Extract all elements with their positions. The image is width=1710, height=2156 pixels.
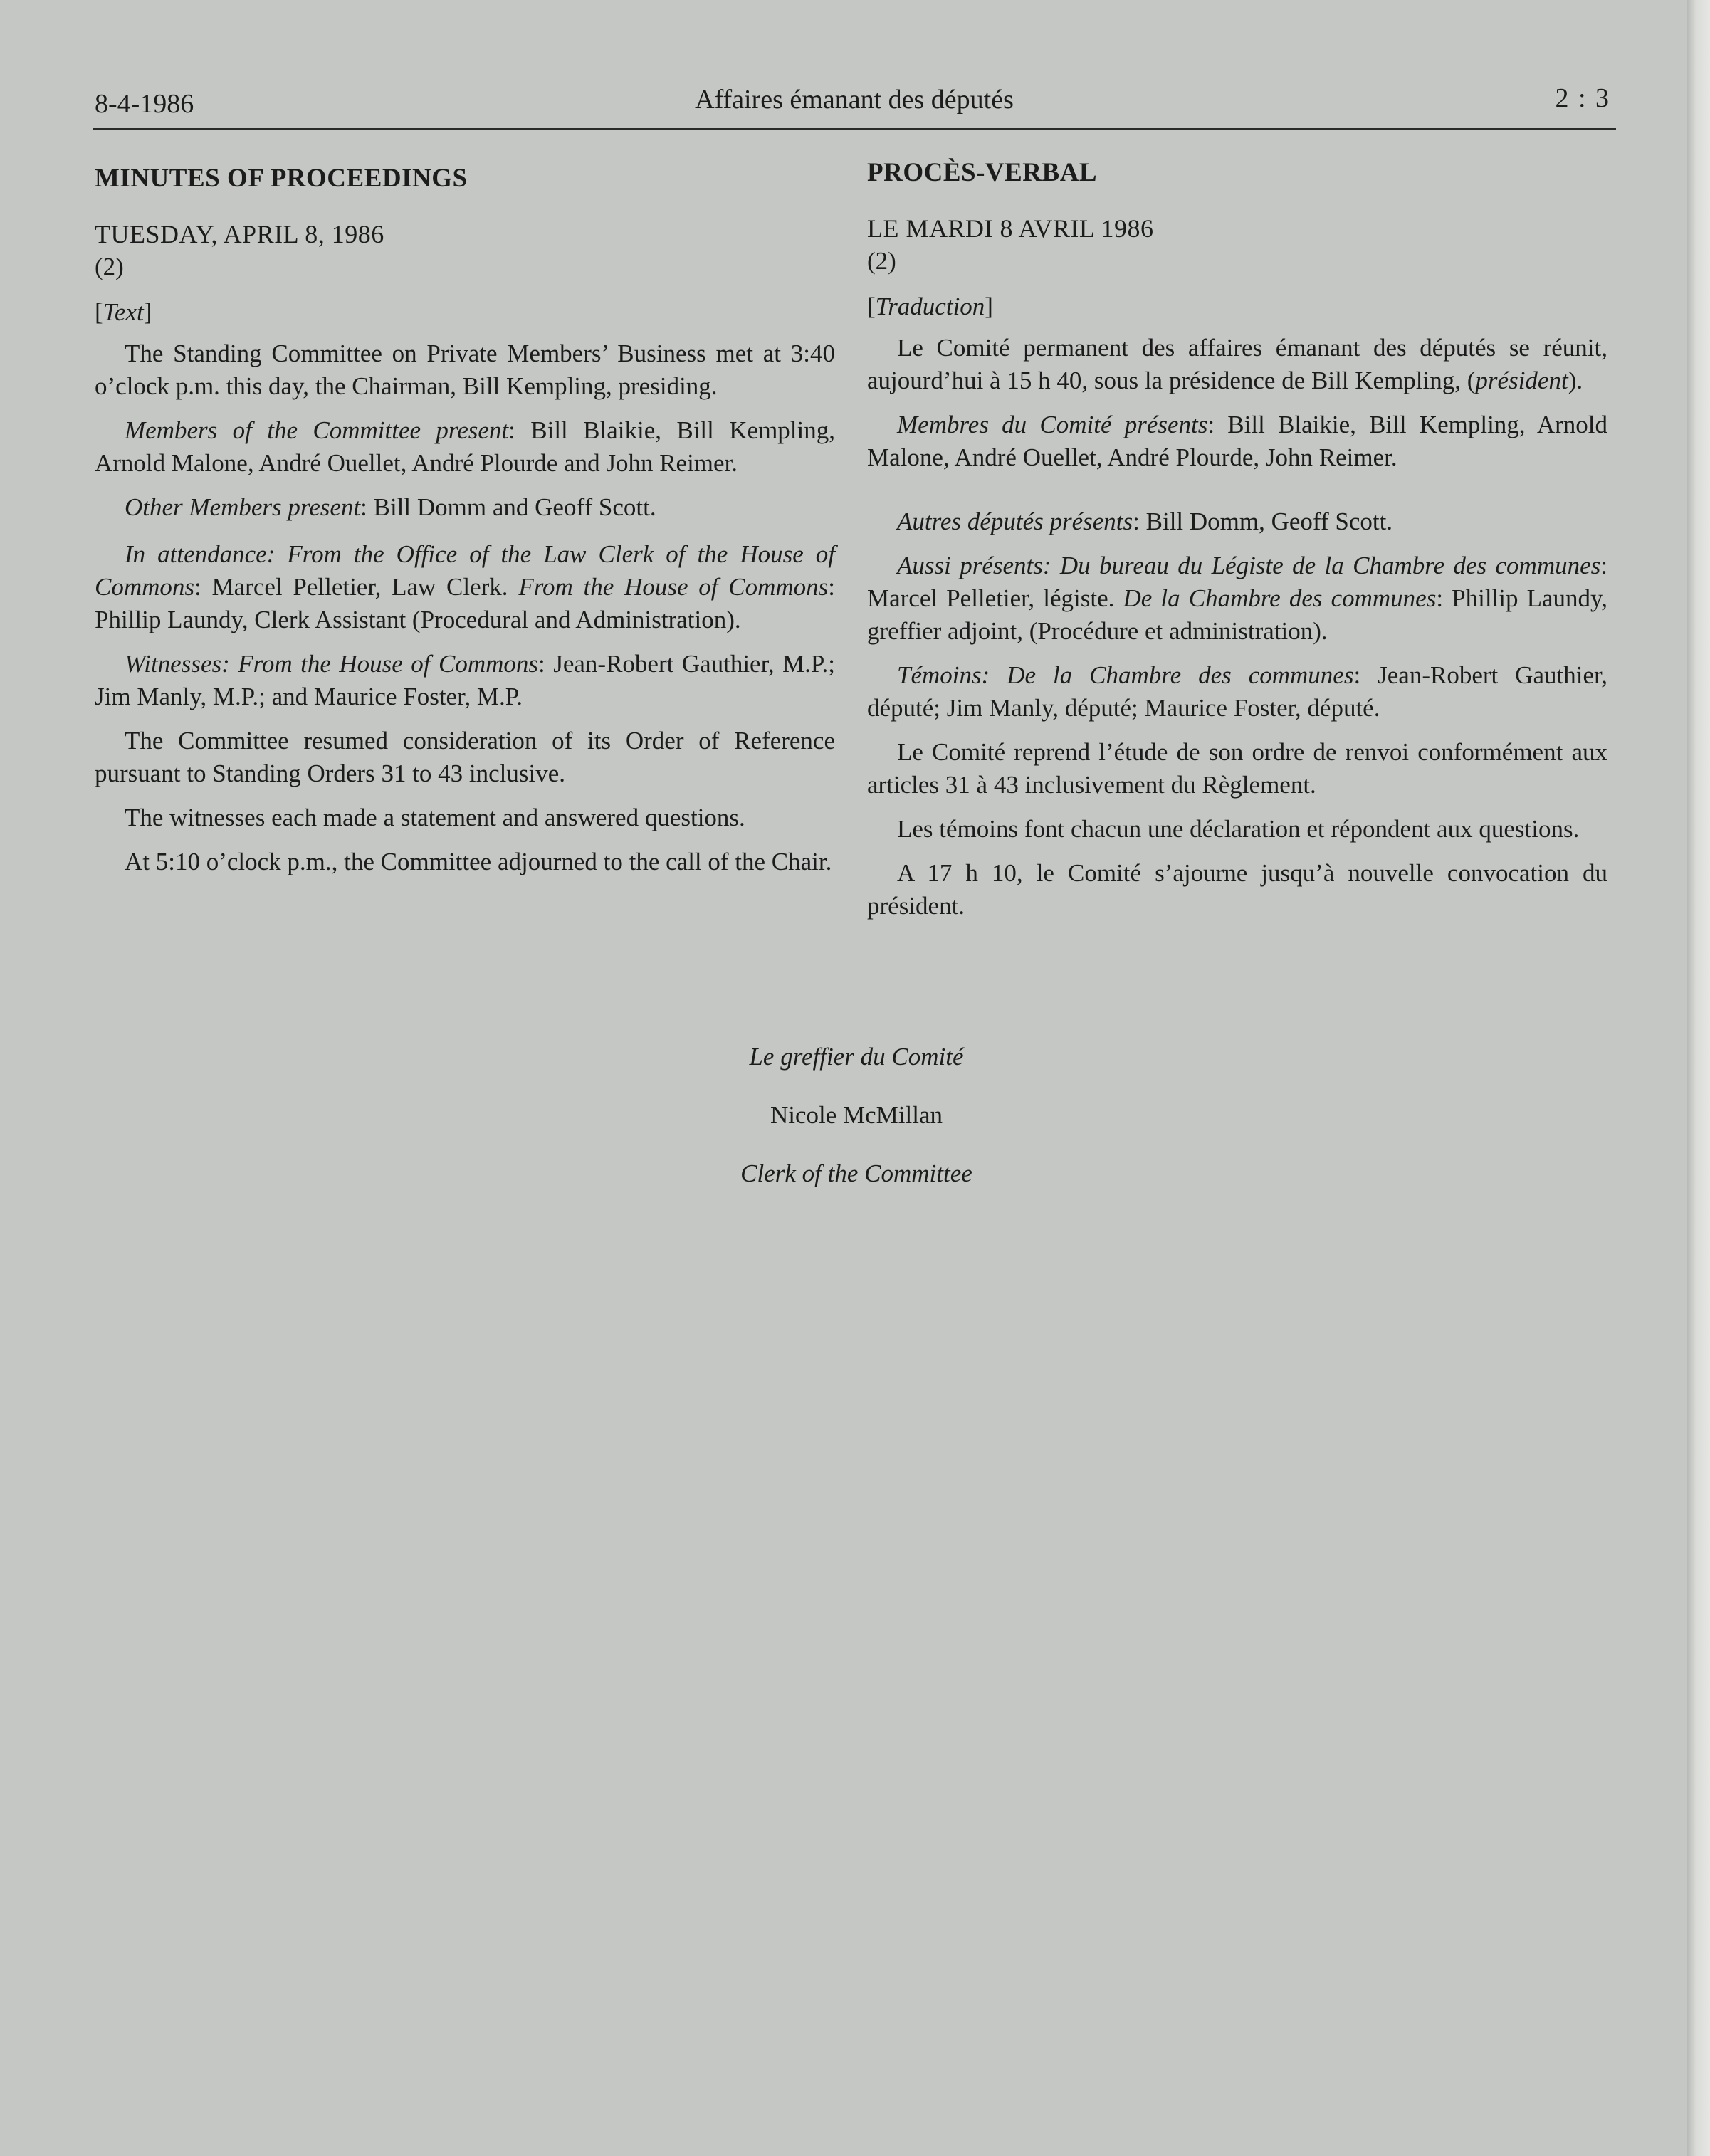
witnesses-label-fr: Témoins	[897, 661, 982, 689]
witnesses-source-fr: De la Chambre des communes	[1007, 661, 1354, 689]
meeting-date: TUESDAY, APRIL 8, 1986	[95, 220, 384, 248]
proces-verbal-heading: PROCÈS-VERBAL	[867, 158, 1098, 187]
members-present-label: Members of the Committee present	[125, 416, 509, 444]
meeting-number-fr: (2)	[867, 247, 896, 275]
witnesses-fr-colon: :	[981, 661, 1007, 689]
running-head-title: Affaires émanant des députés	[695, 85, 1014, 115]
adjournment-paragraph-fr: A 17 h 10, le Comité s’ajourne jusqu’à nouvelle convocation du président.	[867, 859, 1607, 920]
members-present-paragraph	[95, 414, 835, 480]
in-attendance-colon: :	[266, 540, 288, 568]
in-attendance-fr-colon: :	[1042, 552, 1060, 579]
in-attendance-paragraph	[95, 538, 835, 636]
clerk-title-fr: Le greffier du Comité	[749, 1043, 964, 1071]
witnesses-paragraph	[95, 648, 835, 713]
other-members-paragraph-fr	[867, 505, 1607, 538]
in-attendance-law-clerk-fr: : Marcel Pelletier, légiste.	[867, 552, 1607, 612]
witnesses-paragraph-fr	[867, 659, 1607, 725]
page-number: 2 : 3	[1555, 83, 1610, 113]
in-attendance-clerk-assistant-fr: : Phillip Laundy, greffier adjoint, (Procédure et administration).	[867, 584, 1607, 645]
statements-paragraph: The witnesses each made a statement and answered questions.	[125, 804, 745, 831]
members-present-text-fr: : Bill Blaikie, Bill Kempling, Arnold Malone, André Ouellet, André Plourde, John Reimer.	[867, 411, 1607, 471]
other-members-paragraph	[95, 491, 835, 524]
english-column	[95, 162, 835, 890]
adjournment-paragraph: At 5:10 o’clock p.m., the Committee adjourned to the call of the Chair.	[125, 848, 832, 875]
in-attendance-law-clerk: : Marcel Pelletier, Law Clerk.	[194, 573, 519, 601]
other-members-label: Other Members present	[125, 493, 361, 521]
running-head	[93, 78, 1616, 130]
other-members-text: : Bill Domm and Geoff Scott.	[360, 493, 656, 521]
in-attendance-label: In attendance	[125, 540, 267, 568]
order-of-reference-paragraph: The Committee resumed consideration of its Order of Reference pursuant to Standing Orders 31 to 43 inclusive.	[95, 727, 835, 787]
witnesses-source: From the House of Commons	[238, 650, 539, 678]
language-tag: [Text]	[95, 298, 152, 326]
members-present-text: : Bill Blaikie, Bill Kempling, Arnold Malone, André Ouellet, André Plourde and John Reimer.	[95, 416, 835, 477]
in-attendance-office: From the Office of the Law Clerk of the House of Commons	[95, 540, 835, 601]
opening-paragraph: The Standing Committee on Private Members’ Business met at 3:40 o’clock p.m. this day, the Chairman, Bill Kempling, presiding.	[95, 340, 835, 400]
language-tag-fr-text: Traduction	[875, 293, 985, 320]
in-attendance-label-fr: Aussi présents	[897, 552, 1043, 579]
statements-paragraph-fr: Les témoins font chacun une déclaration et répondent aux questions.	[897, 815, 1580, 843]
in-attendance-house: From the House of Commons	[518, 573, 829, 601]
page-edge	[1687, 0, 1710, 2156]
other-members-text-fr: : Bill Domm, Geoff Scott.	[1133, 508, 1393, 535]
opening-paragraph-fr	[867, 332, 1607, 397]
other-members-label-fr: Autres députés présents	[897, 508, 1133, 535]
language-tag-text: Text	[103, 298, 144, 326]
witnesses-names-fr: : Jean-Robert Gauthier, député; Jim Manly, député; Maurice Foster, député.	[867, 661, 1607, 722]
in-attendance-office-fr: Du bureau du Légiste de la Chambre des communes	[1059, 552, 1601, 579]
in-attendance-paragraph-fr	[867, 549, 1607, 648]
in-attendance-house-fr: De la Chambre des communes	[1123, 584, 1437, 612]
opening-fr-end: ).	[1568, 367, 1583, 394]
french-column	[867, 157, 1607, 934]
clerk-name: Nicole McMillan	[770, 1101, 943, 1129]
witnesses-label: Witnesses	[125, 650, 222, 678]
members-present-label-fr: Membres du Comité présents	[897, 411, 1208, 438]
meeting-date-fr: LE MARDI 8 AVRIL 1986	[867, 214, 1154, 243]
opening-fr-president: président	[1475, 367, 1568, 394]
witnesses-colon: :	[221, 650, 238, 678]
witnesses-names: : Jean-Robert Gauthier, M.P.; Jim Manly, M.P.; and Maurice Foster, M.P.	[95, 650, 835, 710]
language-tag-fr: [Traduction]	[867, 293, 993, 320]
members-present-paragraph-fr	[867, 409, 1607, 474]
in-attendance-clerk-assistant: : Phillip Laundy, Clerk Assistant (Procedural and Administration).	[95, 573, 835, 633]
order-of-reference-paragraph-fr: Le Comité reprend l’étude de son ordre de renvoi conformément aux articles 31 à 43 inclusivement du Règlement.	[867, 738, 1607, 799]
opening-fr-text: Le Comité permanent des affaires émanant des députés se réunit, aujourd’hui à 15 h 40, sous la présidence de Bill Kempling, (	[867, 334, 1607, 394]
minutes-heading: MINUTES OF PROCEEDINGS	[95, 164, 468, 193]
clerk-title-en: Clerk of the Committee	[740, 1159, 972, 1187]
running-head-date: 8-4-1986	[95, 89, 194, 119]
meeting-number: (2)	[95, 253, 124, 280]
